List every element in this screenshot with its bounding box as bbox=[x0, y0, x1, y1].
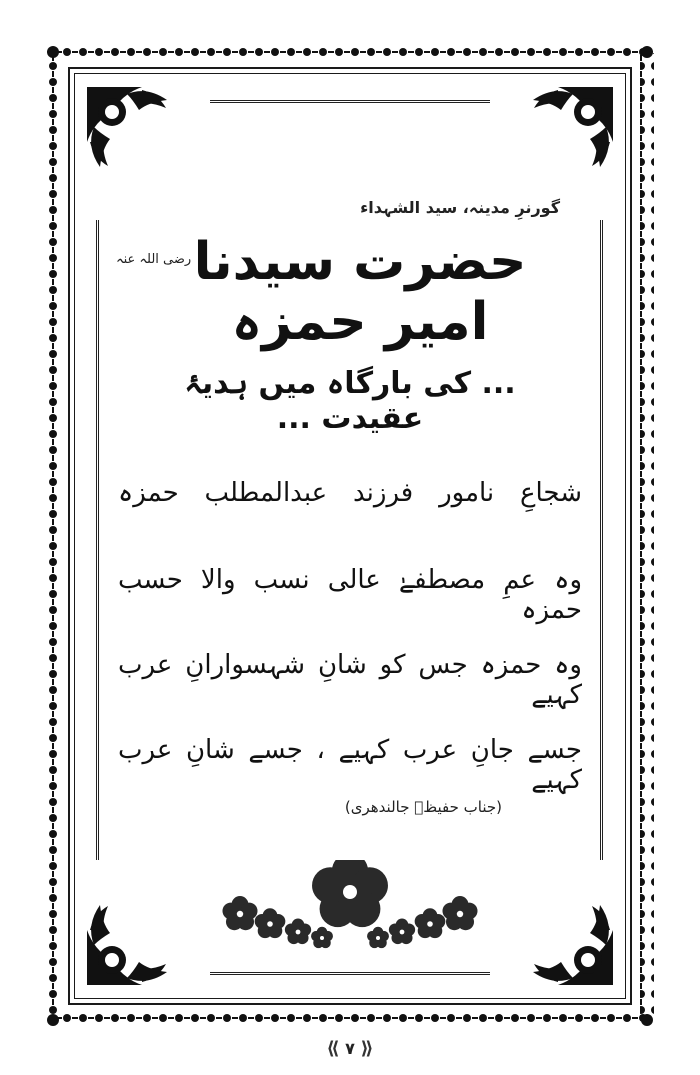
left-rule bbox=[96, 220, 99, 860]
bracket-right-icon: ⟫ bbox=[360, 1038, 374, 1059]
right-rule bbox=[600, 220, 603, 860]
dots-right: ... bbox=[481, 366, 516, 401]
dots-left: ... bbox=[276, 401, 311, 436]
top-rule bbox=[210, 100, 490, 103]
poet-attribution: (جناب حفیظؔ جالندھری) bbox=[344, 798, 502, 816]
page-number-value: ۷ bbox=[345, 1039, 355, 1058]
corner-ornament-top-right bbox=[508, 82, 618, 192]
honorific: رضی اللہ عنہ bbox=[116, 252, 192, 267]
poem-line: وہ حمزہ جس کو شانِ شہسوارانِ عرب کہیے bbox=[118, 650, 582, 710]
poem-line: جسے جانِ عرب کہیے ، جسے شانِ عرب کہیے bbox=[118, 735, 582, 795]
dedication-heading bbox=[130, 366, 570, 436]
poem-line: وہ عمِ مصطفےٰ عالی نسب والا حسب حمزہ bbox=[118, 565, 582, 625]
subtitle: گورنرِ مدینہ، سید الشہداء bbox=[360, 198, 560, 217]
bottom-rule bbox=[210, 972, 490, 975]
corner-ornament-top-left bbox=[82, 82, 192, 192]
page-title: حضرت سیدنا امیر حمزہ bbox=[193, 232, 527, 352]
corner-ornament-bottom-left bbox=[82, 880, 192, 990]
dedication-text: کی بارگاہ میں ہدیۂ عقیدت bbox=[184, 366, 472, 436]
bracket-left-icon: ⟪ bbox=[326, 1038, 340, 1059]
poem-line: شجاعِ نامور فرزند عبدالمطلب حمزہ bbox=[118, 478, 582, 508]
flower-ornament bbox=[210, 860, 490, 955]
corner-ornament-bottom-right bbox=[508, 880, 618, 990]
page-number bbox=[322, 1038, 378, 1064]
